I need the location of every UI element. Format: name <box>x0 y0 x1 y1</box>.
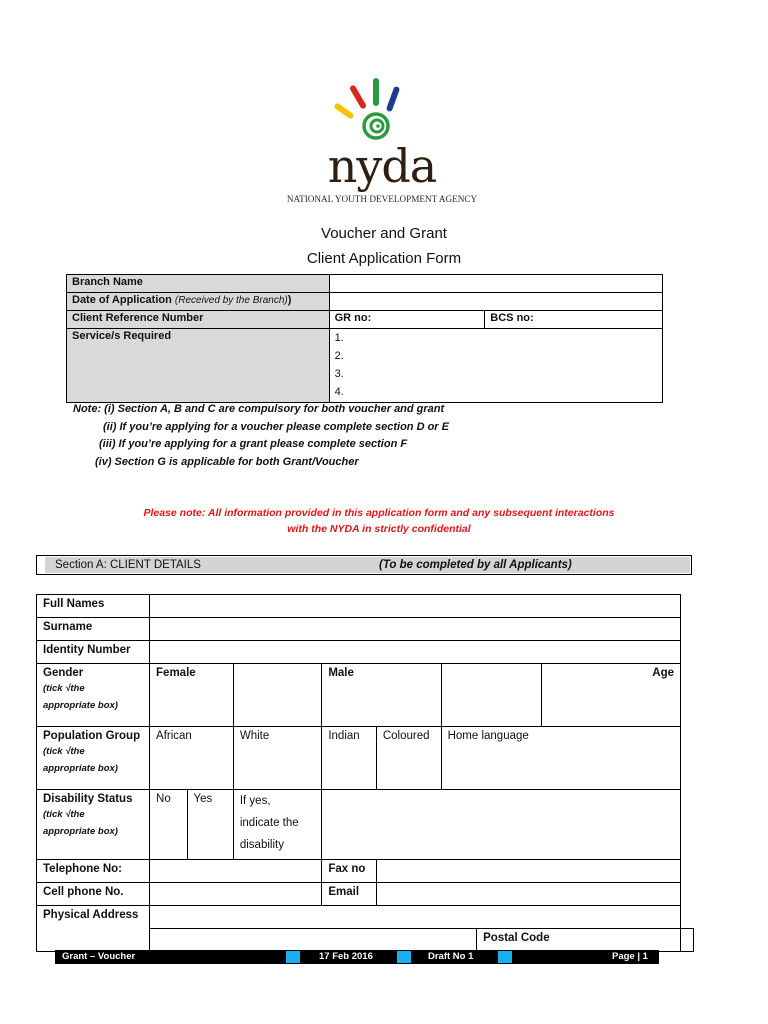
telephone-input[interactable] <box>150 860 322 883</box>
physical-address-input[interactable] <box>150 906 681 929</box>
female-label: Female <box>150 664 234 727</box>
nyda-logo <box>286 76 478 208</box>
service-item: 2. <box>334 350 344 362</box>
logo-subtitle: NATIONAL YOUTH DEVELOPMENT AGENCY <box>286 194 478 204</box>
date-of-application-field[interactable] <box>329 293 662 311</box>
email-input[interactable] <box>376 883 680 906</box>
hand-spiral-icon <box>286 76 478 146</box>
branch-name-field[interactable] <box>329 275 662 293</box>
cell-phone-input[interactable] <box>150 883 322 906</box>
note-line: (ii) If you’re applying for a voucher please complete section D or E <box>103 421 449 433</box>
indian-option[interactable]: Indian <box>322 727 377 790</box>
logo-wordmark: nyda <box>327 139 437 193</box>
surname-input[interactable] <box>150 618 681 641</box>
disability-description-input[interactable] <box>322 790 681 860</box>
physical-address-label: Physical Address <box>37 906 150 952</box>
female-checkbox[interactable] <box>233 664 321 727</box>
disability-no-option[interactable]: No <box>150 790 188 860</box>
gender-label: Gender (tick √the appropriate box) <box>37 664 150 727</box>
footer-label: Grant – Voucher <box>62 951 136 962</box>
note-line: Note: (i) Section A, B and C are compulsory for both voucher and grant <box>73 403 445 415</box>
form-subtitle: Client Application Form <box>306 250 462 267</box>
postal-code-label: Postal Code <box>477 929 681 952</box>
coloured-option[interactable]: Coloured <box>376 727 441 790</box>
note-line: (iii) If you’re applying for a grant please complete section F <box>99 438 408 450</box>
fax-label: Fax no <box>322 860 377 883</box>
postal-code-input[interactable] <box>681 929 694 952</box>
section-a-subtitle: (To be completed by all Applicants) <box>379 559 572 571</box>
service-item: 4. <box>334 386 344 398</box>
full-names-label: Full Names <box>37 595 150 618</box>
identity-number-label: Identity Number <box>37 641 150 664</box>
telephone-label: Telephone No: <box>37 860 150 883</box>
footer-page-number: Page | 1 <box>612 951 648 962</box>
branch-table <box>66 274 663 403</box>
section-a-header <box>36 555 692 575</box>
footer-draft: Draft No 1 <box>428 951 474 962</box>
male-checkbox[interactable] <box>441 664 541 727</box>
service-item: 3. <box>334 368 344 380</box>
footer-marker <box>397 951 411 963</box>
services-required-label: Service/s Required <box>67 329 330 403</box>
branch-name-label: Branch Name <box>67 275 330 293</box>
if-yes-label: If yes, indicate the disability <box>233 790 321 860</box>
client-reference-label: Client Reference Number <box>67 311 330 329</box>
gr-no-field[interactable]: GR no: <box>329 311 485 329</box>
services-list[interactable] <box>329 329 662 403</box>
identity-number-input[interactable] <box>150 641 681 664</box>
male-label: Male <box>322 664 441 727</box>
footer-date: 17 Feb 2016 <box>319 951 373 962</box>
page-footer <box>55 950 659 964</box>
disability-status-label: Disability Status (tick √the appropriate box) <box>37 790 150 860</box>
service-item: 1. <box>334 332 344 344</box>
home-language-field[interactable]: Home language <box>441 727 680 790</box>
disability-yes-option[interactable]: Yes <box>187 790 233 860</box>
note-line: (iv) Section G is applicable for both Grant/Voucher <box>95 456 359 468</box>
full-names-input[interactable] <box>150 595 681 618</box>
footer-marker <box>498 951 512 963</box>
cell-phone-label: Cell phone No. <box>37 883 150 906</box>
surname-label: Surname <box>37 618 150 641</box>
bcs-no-field[interactable]: BCS no: <box>485 311 663 329</box>
population-group-label: Population Group (tick √the appropriate box) <box>37 727 150 790</box>
white-option[interactable]: White <box>233 727 321 790</box>
confidential-notice-line1: Please note: All information provided in this application form and any subsequent interactions <box>143 507 615 519</box>
african-option[interactable]: African <box>150 727 234 790</box>
footer-marker <box>286 951 300 963</box>
date-of-application-label: Date of Application (Received by the Branch)) <box>67 293 330 311</box>
section-a-title: Section A: CLIENT DETAILS <box>55 559 201 571</box>
email-label: Email <box>322 883 377 906</box>
fax-input[interactable] <box>376 860 680 883</box>
client-details-table <box>36 594 694 952</box>
confidential-notice-line2: with the NYDA in strictly confidential <box>287 523 471 535</box>
age-label: Age <box>541 664 680 727</box>
physical-address-input-line2[interactable] <box>150 929 477 952</box>
form-title: Voucher and Grant <box>321 225 447 242</box>
